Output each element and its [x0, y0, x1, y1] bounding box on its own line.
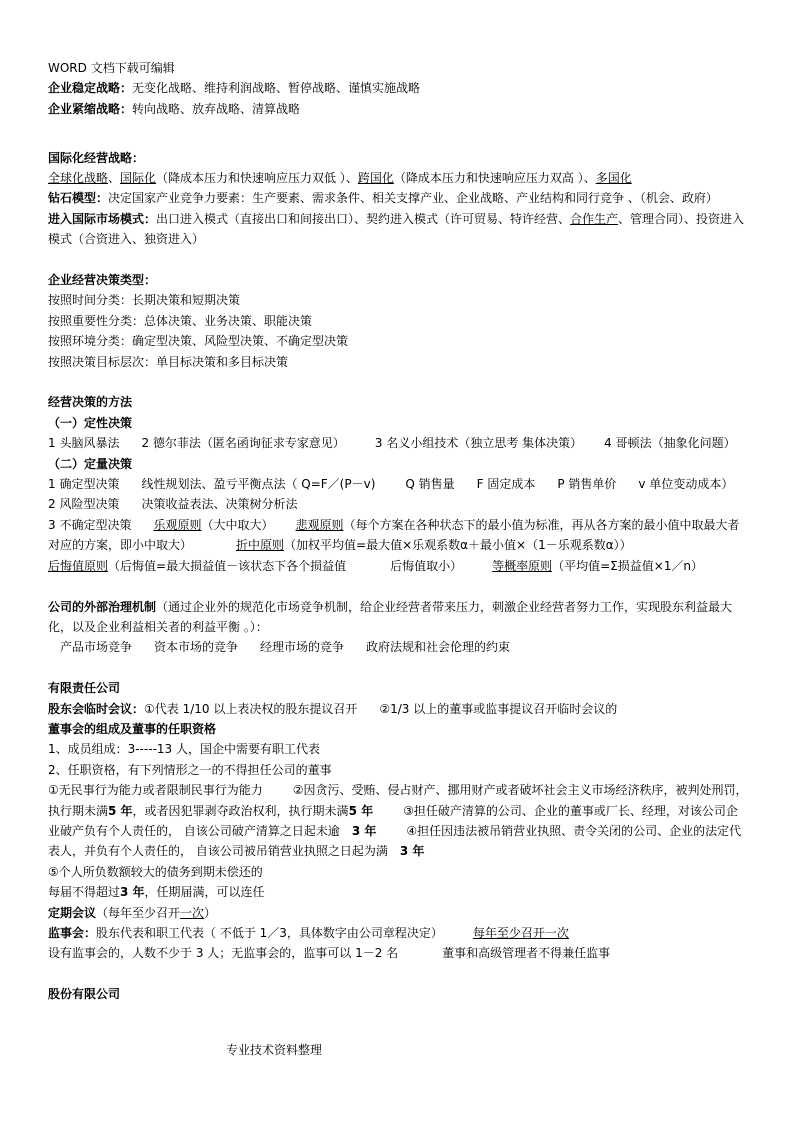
disq-2: ②因贪污、受贿、侵占财产、挪用财产或者破坏社会主义市场经济秩序，被判处刑罚，执行期未满 — [48, 783, 748, 818]
shrink-strategy-text: 转向战略、放弃战略、清算战略 — [132, 101, 301, 116]
deterministic-label: 1 确定型决策 — [48, 477, 120, 492]
governance-item: 产品市场竞争 — [60, 640, 133, 655]
diamond-model-text: 决定国家产业竞争力要素：生产要素、需求条件、相关支撑产业、企业战略、产业结构和同行竞争 、（机会、政府） — [108, 191, 718, 206]
term-c: ，任期届满，可以连任 — [144, 885, 265, 900]
regret-line — [48, 556, 748, 576]
disq-5: ⑤个人所负数额较大的债务到期未偿还的 — [48, 864, 263, 879]
method-nominal-group: 3 名义小组技术（独立思考 集体决策） — [374, 436, 583, 451]
transnational-strategy: 跨国化 — [357, 171, 394, 186]
diamond-model-label: 钻石模型： — [48, 191, 109, 206]
supervisory-size — [48, 943, 748, 963]
external-governance-text: （通过企业外的规范化市场竞争机制，给企业经营者带来压力，刺激企业经营者努力工作，实现股东利益最大化，以及企业利益相关者的利益平衡 。）： — [48, 599, 733, 634]
intl-strategy-title: 国际化经营战略： — [48, 150, 145, 165]
document-page — [48, 58, 748, 1005]
shrink-strategy-label: 企业紧缩战略： — [48, 101, 133, 116]
risk-label: 2 风险型决策 — [48, 497, 120, 512]
var-p: P 销售单价 — [557, 477, 617, 492]
optimistic-desc: （大中取大） — [201, 517, 274, 532]
disq-3: ③担任破产清算的公司、企业的董事或厂长、经理，对该公司企业破产负有个人责任的， 自该公司破产清算之日起未逾 — [48, 803, 738, 838]
supervisory-board — [48, 923, 748, 943]
disq-1: ①无民事行为能力或者限制民事行为能力 — [48, 783, 263, 798]
global-strategy: 全球化战略 — [48, 171, 109, 186]
temp-meeting — [48, 699, 748, 719]
page-footer: 专业技术资料整理 — [226, 1043, 323, 1057]
disqualifications — [48, 780, 748, 862]
decision-type-item: 按照时间分类：长期决策和短期决策 — [48, 293, 241, 308]
disq-3-years: 3 年 — [351, 823, 377, 838]
regular-a: （每年至少召开 — [96, 905, 181, 920]
compromise-desc: （加权平均值=最大值×乐观系数α＋最小值×（1－乐观系数α）） — [284, 538, 632, 553]
regular-c: ） — [204, 905, 217, 920]
market-entry-text-a: 出口进入模式（直接出口和间接出口）、契约进入模式（许可贸易、特许经营、 — [156, 211, 571, 226]
market-entry-label: 进入国际市场模式： — [48, 211, 157, 226]
deterministic-decision — [48, 474, 748, 494]
equal-prob-principle: 等概率原则 — [492, 558, 553, 573]
transnational-desc: （降成本压力和快速响应压力双高 ）、 — [393, 171, 596, 186]
market-entry-modes — [48, 209, 748, 250]
method-gordon: 4 哥顿法（抽象化问题） — [604, 436, 736, 451]
regret-desc: （后悔值=最大损益值－该状态下各个损益值 — [108, 558, 347, 573]
stable-strategy-line — [48, 78, 748, 98]
governance-item: 资本市场的竞争 — [154, 640, 239, 655]
disq-2-years-b: 5 年 — [348, 803, 374, 818]
diamond-model — [48, 188, 748, 208]
decision-type-item: 按照环境分类：确定型决策、风险型决策、不确定型决策 — [48, 334, 349, 349]
board-composition: 1、成员组成：3-----13 人，国企中需要有职工代表 — [48, 742, 321, 757]
qualitative-title: （一）定性决策 — [48, 415, 133, 430]
shrink-strategy-line — [48, 99, 748, 119]
disq-2-cont: ，或者因犯罪剥夺政治权利，执行期未满 — [132, 803, 349, 818]
llc-title: 有限责任公司 — [48, 681, 121, 696]
compromise-principle: 折中原则 — [236, 538, 285, 553]
supervisory-b: 每年至少召开一次 — [472, 925, 569, 940]
decision-type-item: 按照重要性分类：总体决策、业务决策、职能决策 — [48, 313, 313, 328]
pessimistic-desc: （每个方案在各种状态下的最小值为标准，再从各方案的最小值中取最大者对应的方案，即小中取大） — [48, 517, 740, 553]
pessimistic-principle: 悲观原则 — [295, 517, 344, 532]
market-entry-text-c: 、管理合同）、投资进入模式（合资进入、独资进入） — [48, 211, 745, 247]
external-governance — [48, 597, 748, 638]
intl-strategy-types — [48, 168, 748, 188]
method-brainstorm: 1 头脑风暴法 — [48, 436, 120, 451]
risk-methods: 决策收益表法、决策树分析法 — [141, 497, 298, 512]
regular-meeting — [48, 903, 748, 923]
var-v: v 单位变动成本） — [638, 477, 734, 492]
regret-principle: 后悔值原则 — [48, 558, 109, 573]
term-limit — [48, 882, 748, 902]
deterministic-methods: 线性规划法、盈亏平衡点法（ Q=F／(P－v) — [141, 477, 376, 492]
decision-types-title: 企业经营决策类型： — [48, 273, 157, 288]
supervisory-rule: 董事和高级管理者不得兼任监事 — [442, 946, 611, 961]
doc-header: WORD 文档下载可编辑 — [48, 61, 175, 75]
regular-b: 一次 — [180, 905, 205, 920]
stable-strategy-label: 企业稳定战略： — [48, 81, 133, 96]
quantitative-title: （二）定量决策 — [48, 456, 133, 471]
temp-meeting-cond-2: ②1/3 以上的董事或监事提议召开临时会议的 — [379, 701, 618, 716]
var-q: Q 销售量 — [405, 477, 455, 492]
regret-rule: 后悔值取小） — [390, 558, 463, 573]
disq-2-years: 5 年 — [108, 803, 133, 818]
board-title: 董事会的组成及董事的任职资格 — [48, 721, 217, 736]
external-governance-label: 公司的外部治理机制 — [48, 599, 157, 614]
supervisory-size-text: 设有监事会的，人数不少于 3 人；无监事会的，监事可以 1－2 名 — [48, 946, 399, 961]
supervisory-a: 股东代表和职工代表（ 不低于 1／3，具体数字由公司章程决定） — [96, 925, 443, 940]
decision-methods-title: 经营决策的方法 — [48, 395, 133, 410]
international-strategy: 国际化 — [120, 171, 157, 186]
market-entry-coproduction: 合作生产 — [570, 211, 619, 226]
equal-prob-desc: （平均值=Σ损益值×1／n） — [552, 558, 704, 573]
uncertain-decision — [48, 515, 748, 556]
board-qualification: 2、任职资格，有下列情形之一的不得担任公司的董事 — [48, 762, 332, 777]
international-desc: （降成本压力和快速响应压力双低 ）、 — [156, 171, 358, 186]
term-years: 3 年 — [120, 885, 145, 900]
governance-items — [48, 637, 748, 657]
uncertain-label: 3 不确定型决策 — [48, 517, 132, 532]
term-a: 每届不得超过 — [48, 885, 121, 900]
var-f: F 固定成本 — [476, 477, 536, 492]
temp-meeting-label: 股东会临时会议： — [48, 701, 145, 716]
governance-item: 政府法规和社会伦理的约束 — [366, 640, 511, 655]
stable-strategy-text: 无变化战略、维持利润战略、暂停战略、谨慎实施战略 — [132, 81, 421, 96]
method-delphi: 2 德尔菲法（匿名函询征求专家意见） — [141, 436, 345, 451]
governance-item: 经理市场的竞争 — [260, 640, 345, 655]
optimistic-principle: 乐观原则 — [153, 517, 202, 532]
sep: 、 — [108, 171, 121, 186]
multidomestic-strategy: 多国化 — [595, 171, 632, 186]
supervisory-label: 监事会： — [48, 925, 97, 940]
disq-4: ④担任因违法被吊销营业执照、责令关闭的公司、企业的法定代表人，并负有个人责任的， 自该公司被吊销营业执照之日起为满 — [48, 823, 742, 859]
decision-type-item: 按照决策目标层次：单目标决策和多目标决策 — [48, 354, 289, 369]
joint-stock-title: 股份有限公司 — [48, 987, 121, 1002]
regular-meeting-label: 定期会议 — [48, 905, 97, 920]
qualitative-methods — [48, 433, 748, 453]
temp-meeting-cond-1: ①代表 1/10 以上表决权的股东提议召开 — [144, 701, 358, 716]
disq-4-years: 3 年 — [399, 844, 425, 859]
risk-decision — [48, 494, 748, 514]
